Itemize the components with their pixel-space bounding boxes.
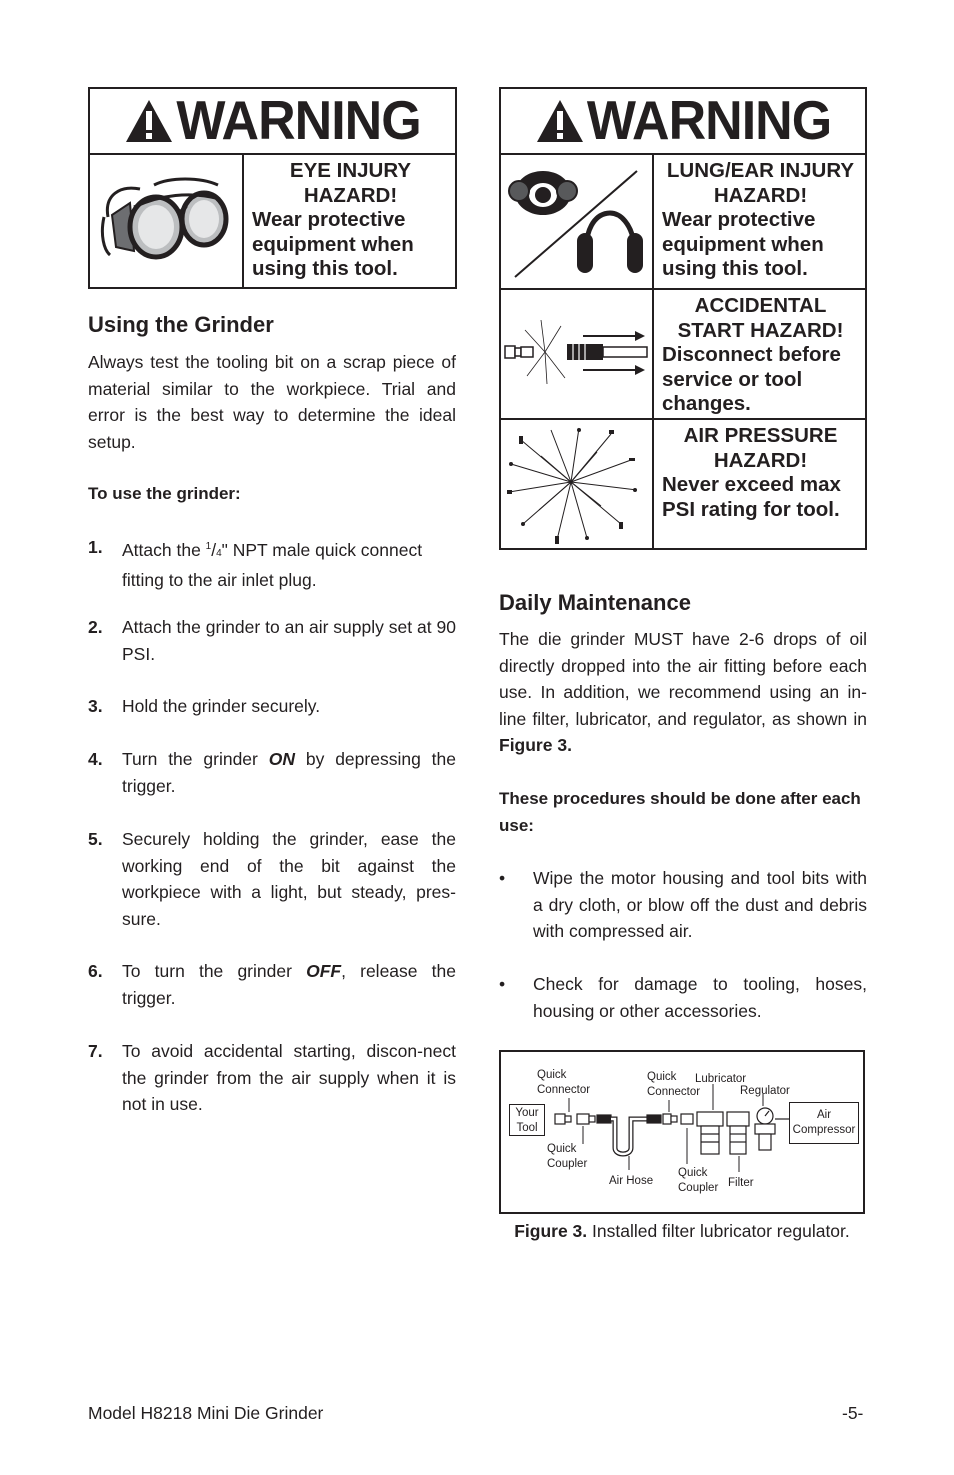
warning-title: ACCIDENTAL START HAZARD! [677, 294, 844, 342]
maintenance-intro: The die grinder MUST have 2-6 drops of oil directly dropped into the air fitting before each use. In addition, we recommend using an in-line filter, lubricator, and regulator, as shown in Figure 3. [499, 629, 867, 756]
caption-text: Installed filter lubricator regulator. [587, 1221, 850, 1241]
label-filter: Filter [728, 1177, 754, 1189]
warning-title: LUNG/EAR INJURY HAZARD! [666, 159, 855, 207]
warning-heading: WARNING [176, 90, 421, 152]
warning-row-air-pressure [501, 420, 865, 548]
warning-header [90, 89, 455, 155]
warning-title: EYE INJURY HAZARD! [289, 159, 412, 207]
label-quick-connector-2: Quick Connector [647, 1071, 701, 1098]
safety-glasses-icon [90, 155, 244, 287]
label-quick-connector-1: Quick Connector [537, 1069, 591, 1096]
figure-caption [499, 1218, 865, 1245]
air-compressor-box: Air Compressor [789, 1102, 859, 1144]
warning-row-accidental-start [501, 290, 865, 420]
step-number: 2. [88, 617, 103, 637]
warning-instruction: Wear protective equipment when using this tool. [662, 208, 824, 280]
step-text: Hold the grinder securely. [122, 696, 321, 716]
warning-header [501, 89, 865, 155]
step-text: Securely holding the grinder, ease the working end of the bit against the workpiece with a light, but steady, pres-sure. [122, 829, 456, 929]
respirator-earmuffs-icon [501, 155, 654, 288]
warning-instruction: Disconnect before service or tool changes. [662, 343, 841, 415]
burst-icon [501, 420, 654, 548]
warning-box-eye [88, 87, 457, 289]
figure-reference: Figure 3. [499, 735, 572, 756]
using-subheading: To use the grinder: [88, 484, 241, 503]
warning-row-eye [90, 155, 455, 287]
warning-instruction: Never exceed max PSI rating for tool. [662, 473, 841, 521]
figure-3-diagram [499, 1050, 865, 1214]
step-5 [88, 826, 456, 932]
step-text: Attach the grinder to an air supply set at 90 PSI. [122, 617, 456, 664]
footer-page-number: -5- [842, 1403, 864, 1423]
warning-text-eye [252, 159, 449, 282]
warning-heading: WARNING [586, 90, 832, 152]
step-text: Attach the $^1$/4" NPT male quick connect fitting to the air inlet plug. [122, 539, 423, 591]
step-3 [88, 693, 456, 720]
label-lubricator: Lubricator [695, 1073, 747, 1085]
warning-title: AIR PRESSURE HAZARD! [683, 424, 838, 472]
step-2 [88, 614, 456, 667]
step-number: 1. [88, 537, 103, 557]
label-regulator: Regulator [740, 1085, 790, 1097]
step-text: To avoid accidental starting, discon-nect the grinder from the air supply when it is not in use. [122, 1041, 456, 1115]
bullet-text: Wipe the motor housing and tool bits with a dry cloth, or blow off the dust and debris with compressed air. [533, 868, 867, 942]
bullet-marker: • [499, 868, 506, 888]
step-number: 3. [88, 696, 103, 716]
bullet-item [499, 865, 867, 945]
step-7 [88, 1038, 456, 1118]
disconnect-coupler-icon [501, 290, 654, 418]
warning-row-lung-ear [501, 155, 865, 290]
warning-instruction: Wear protective equipment when using this tool. [252, 208, 414, 280]
step-4 [88, 746, 456, 799]
step-text: Turn the grinder ON by depressing the trigger. [122, 749, 456, 796]
step-number: 6. [88, 961, 103, 981]
caption-label: Figure 3. [514, 1221, 588, 1241]
bullet-item [499, 971, 867, 1024]
step-number: 7. [88, 1041, 103, 1061]
footer-model: Model H8218 Mini Die Grinder [88, 1403, 324, 1423]
label-quick-coupler-2: Quick Coupler [678, 1167, 719, 1194]
bullet-marker: • [499, 974, 506, 994]
step-text: To turn the grinder OFF, release the trigger. [122, 961, 457, 1008]
label-quick-coupler-1: Quick Coupler [547, 1143, 588, 1170]
warning-box-right [499, 87, 867, 550]
label-air-hose: Air Hose [609, 1175, 654, 1187]
step-6 [88, 958, 456, 1011]
warning-triangle-icon [124, 98, 174, 144]
maintenance-subheading: These procedures should be done after each use: [499, 789, 861, 835]
step-number: 5. [88, 829, 103, 849]
section-heading-maintenance: Daily Maintenance [499, 590, 691, 615]
your-tool-box: Your Tool [509, 1104, 545, 1136]
bullet-text: Check for damage to tooling, hoses, housing or other accessories. [533, 974, 867, 1021]
warning-text-air-pressure [662, 424, 859, 522]
using-intro: Always test the tooling bit on a scrap piece of material similar to the workpiece. Trial and error is the best way to determine the ideal setup. [88, 352, 456, 452]
step-number: 4. [88, 749, 103, 769]
warning-triangle-icon [535, 98, 585, 144]
warning-text-lung-ear [662, 159, 859, 282]
step-1 [88, 534, 456, 594]
section-heading-using: Using the Grinder [88, 312, 274, 337]
warning-text-accidental-start [662, 294, 859, 417]
